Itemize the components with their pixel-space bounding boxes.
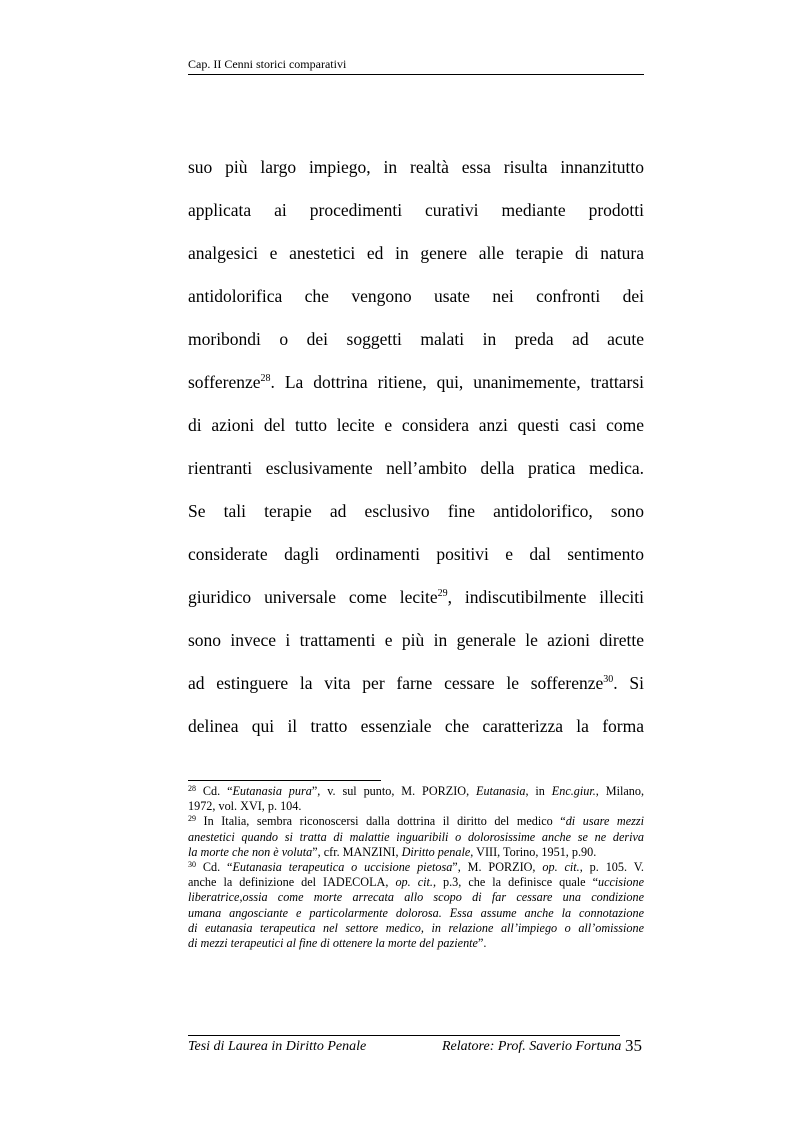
footnote-text: Cd. “ [196, 784, 233, 798]
body-line: moribondi o dei soggetti malati in preda ad acute [188, 329, 644, 349]
footnote-italic: anestetici quando si tratta di malattie inguaribili o dolorosissime anche se ne deriva [188, 829, 644, 844]
body-line: di azioni del tutto lecite e considera anzi questi casi come [188, 415, 644, 435]
body-line: analgesici e anestetici ed in genere alle terapie di natura [188, 243, 644, 263]
footnote-30-line [188, 906, 644, 921]
body-text-fragment: giuridico universale come lecite [188, 587, 438, 607]
body-text-fragment: . La dottrina ritiene, qui, unanimemente, trattarsi [270, 372, 644, 392]
footnote-text: anche la definizione del IADECOLA, [188, 875, 396, 890]
footnote-text: ”, v. sul punto, M. PORZIO, [311, 784, 477, 798]
footnote-28-line [188, 784, 644, 799]
body-line: suo più largo impiego, in realtà essa risulta innanzitutto [188, 157, 644, 177]
footnote-text: , in [525, 784, 552, 798]
footnote-number: 30 [188, 859, 196, 869]
footnote-number: 29 [188, 814, 196, 824]
footnote-ref-28[interactable]: 28 [260, 373, 271, 384]
body-line: considerate dagli ordinamenti positivi e dal sentimento [188, 544, 644, 564]
footnote-text: , Milano, [595, 784, 644, 798]
footnote-italic: la morte che non è voluta [188, 844, 313, 859]
footnote-italic: Eutanasia pura [232, 784, 312, 798]
footnote-italic: op. cit. [395, 875, 433, 890]
body-line: applicata ai procedimenti curativi mediante prodotti [188, 200, 644, 220]
footnote-italic: op. cit. [542, 859, 580, 874]
footnote-text: In Italia, sembra riconoscersi dalla dottrina il diritto del medico “ [196, 814, 566, 829]
footnote-number: 28 [188, 784, 196, 793]
body-text [188, 146, 644, 748]
footnote-29-line [188, 845, 644, 860]
body-text-fragment: sofferenze [188, 372, 261, 392]
footnote-text: ”. [477, 935, 487, 950]
running-header: Cap. II Cenni storici comparativi [188, 57, 347, 71]
footnote-text: , p.3, che la definisce quale “ [432, 875, 598, 890]
body-line: delinea qui il tratto essenziale che caratterizza la forma [188, 716, 644, 736]
footnote-30-line [188, 921, 644, 936]
body-line: rientranti esclusivamente nell’ambito della pratica medica. [188, 458, 644, 478]
footnotes [188, 784, 644, 951]
footnote-text: , VIII, Torino, 1951, p.90. [470, 844, 597, 859]
footnote-ref-30[interactable]: 30 [603, 674, 614, 685]
footnote-italic: di usare mezzi [565, 814, 644, 829]
footnote-italic: liberatrice,ossia come morte arrecata allo scopo di far cessare una condizione [188, 890, 644, 905]
footnote-italic: uccisione [597, 875, 644, 890]
page-number: 35 [625, 1036, 642, 1055]
body-text-fragment: ad estinguere la vita per farne cessare le sofferenze [188, 673, 604, 693]
footnote-30-line [188, 936, 644, 951]
footnote-separator [188, 780, 381, 781]
footnote-ref-29[interactable]: 29 [437, 588, 448, 599]
body-line [188, 361, 644, 404]
footnote-text: ”, M. PORZIO, [452, 859, 543, 874]
footnote-29-line [188, 814, 644, 829]
body-line: Se tali terapie ad esclusivo fine antidolorifico, sono [188, 501, 644, 521]
footnote-italic: umana angosciante e particolarmente dolorosa. Essa assume anche la connotazione [188, 905, 644, 920]
body-line: sono invece i trattamenti e più in generale le azioni dirette [188, 630, 644, 650]
footer-rule [188, 1035, 620, 1036]
body-line [188, 576, 644, 619]
footnote-30-line [188, 890, 644, 905]
footnote-italic: Eutanasia [476, 784, 526, 798]
footnote-italic: di mezzi terapeutici al fine di ottenere la morte del paziente [188, 935, 478, 950]
footnote-italic: Diritto penale [401, 844, 471, 859]
footnote-italic: Enc.giur. [551, 784, 596, 798]
footer-supervisor: Relatore: Prof. Saverio Fortuna [442, 1039, 622, 1054]
footnote-30-line [188, 875, 644, 890]
body-text-fragment: . Si [613, 673, 644, 693]
body-text-fragment: , indiscutibilmente illeciti [447, 587, 644, 607]
footnote-29-line [188, 830, 644, 845]
footnote-italic: Eutanasia terapeutica o uccisione pietosa [232, 859, 453, 874]
body-line [188, 662, 644, 705]
footnote-text: ”, cfr. MANZINI, [312, 844, 402, 859]
footnote-28-line: 1972, vol. XVI, p. 104. [188, 799, 302, 814]
body-line: antidolorifica che vengono usate nei confronti dei [188, 286, 644, 306]
header-rule [188, 74, 644, 75]
footnote-italic: di eutanasia terapeutica nel settore medico, in relazione all’impiego o all’omissione [188, 920, 644, 935]
footnote-text: , p. 105. V. [579, 859, 644, 874]
footnote-text: Cd. “ [196, 859, 233, 874]
footer-thesis-title: Tesi di Laurea in Diritto Penale [188, 1039, 367, 1054]
footnote-30-line [188, 860, 644, 875]
